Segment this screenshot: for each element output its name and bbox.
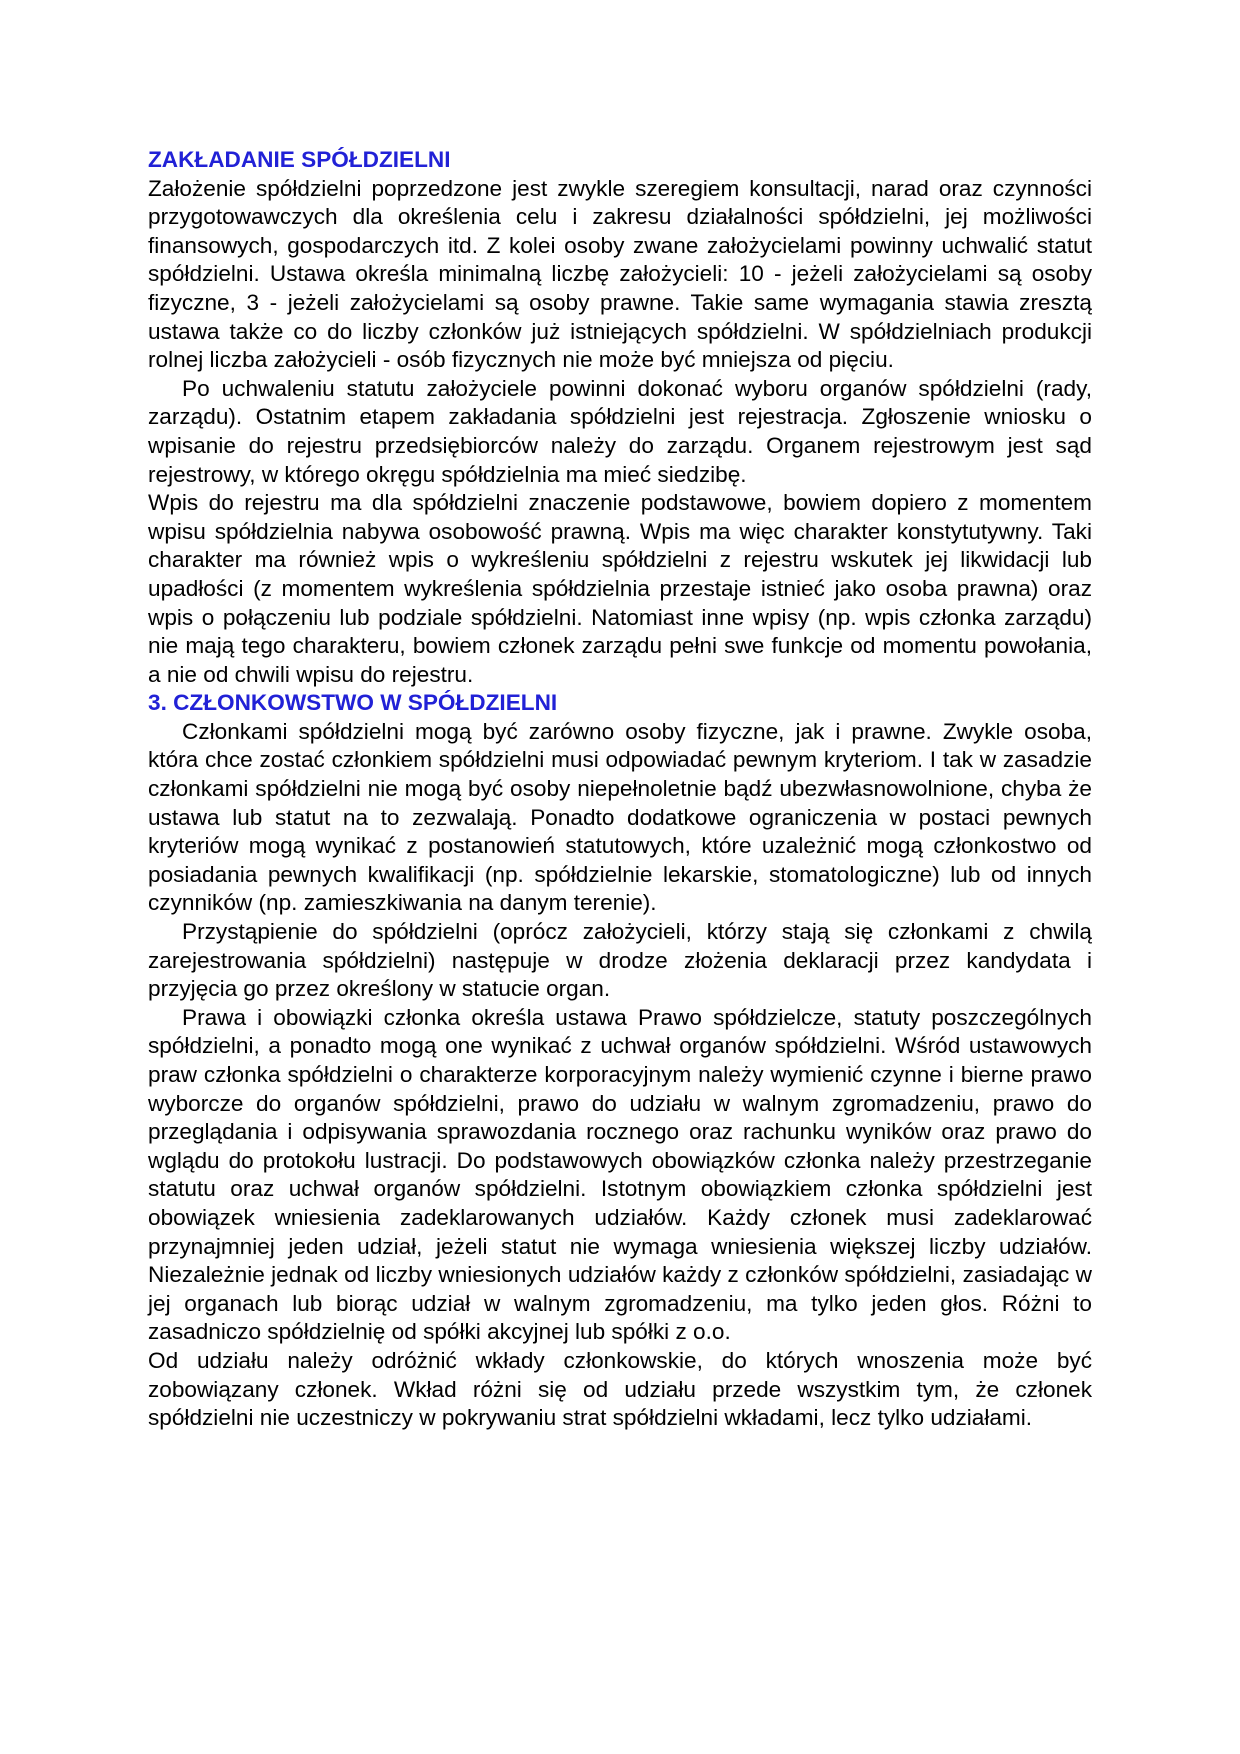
paragraph-contributions: Od udziału należy odróżnić wkłady członkowskie, do których wnoszenia może być zobowiązany członek. Wkład różni się od udziału przede wszystkim tym, że członek spółdzielni nie uczestniczy w pokrywaniu strat spółdzielni wkładami, lecz tylko udziałami.: [148, 1347, 1092, 1431]
document-page: [148, 146, 1092, 1433]
section-heading-membership: 3. CZŁONKOWSTWO W SPÓŁDZIELNI: [148, 690, 558, 716]
section-heading-founding: ZAKŁADANIE SPÓŁDZIELNI: [148, 147, 451, 172]
paragraph-register-entry: Wpis do rejestru ma dla spółdzielni znaczenie podstawowe, bowiem dopiero z momentem wpisu spółdzielnia nabywa osobowość prawną. Wpis ma więc charakter konstytutywny. Taki charakter ma również wpis o wykreśleniu spółdzielni z rejestru wskutek jej likwidacji lub upadłości (z momentem wykreślenia spółdzielnia przestaje istnieć jako osoba prawna) oraz wpis o połączeniu lub podziale spółdzielni. Natomiast inne wpisy (np. wpis członka zarządu) nie mają tego charakteru, bowiem członek zarządu pełni swe funkcje od momentu powołania, a nie od chwili wpisu do rejestru.: [148, 490, 1092, 687]
paragraph-joining: Przystąpienie do spółdzielni (oprócz założycieli, którzy stają się członkami z chwilą zarejestrowania spółdzielni) następuje w drodze złożenia deklaracji przez kandydata i przyjęcia go przez określony w statucie organ.: [148, 919, 1092, 1002]
paragraph-members: Członkami spółdzielni mogą być zarówno osoby fizyczne, jak i prawne. Zwykle osoba, która chce zostać członkiem spółdzielni musi odpowiadać pewnym kryteriom. I tak w zasadzie członkami spółdzielni nie mogą być osoby niepełnoletnie bądź ubezwłasnowolnione, chyba że ustawa lub statut na to zezwalają. Ponadto dodatkowe ograniczenia w postaci pewnych kryteriów mogą wynikać z postanowień statutowych, które uzależnić mogą członkostwo od posiadania pewnych kwalifikacji (np. spółdzielnie lekarskie, stomatologiczne) lub od innych czynników (np. zamieszkiwania na danym terenie).: [148, 718, 1092, 916]
paragraph-registration: Po uchwaleniu statutu założyciele powinni dokonać wyboru organów spółdzielni (rady, zarządu). Ostatnim etapem zakładania spółdzielni jest rejestracja. Zgłoszenie wniosku o wpisanie do rejestru przedsiębiorców należy do zarządu. Organem rejestrowym jest sąd rejestrowy, w którego okręgu spółdzielnia ma mieć siedzibę.: [148, 375, 1092, 487]
paragraph-founding-intro: Założenie spółdzielni poprzedzone jest zwykle szeregiem konsultacji, narad oraz czynności przygotowawczych dla określenia celu i zakresu działalności spółdzielni, jej możliwości finansowych, gospodarczych itd. Z kolei osoby zwane założycielami powinny uchwalić statut spółdzielni. Ustawa określa minimalną liczbę założycieli: 10 - jeżeli założycielami są osoby fizyczne, 3 - jeżeli założycielami są osoby prawne. Takie same wymagania stawia zresztą ustawa także co do liczby członków już istniejących spółdzielni. W spółdzielniach produkcji rolnej liczba założycieli - osób fizycznych nie może być mniejsza od pięciu.: [148, 175, 1092, 373]
paragraph-rights-duties: Prawa i obowiązki członka określa ustawa Prawo spółdzielcze, statuty poszczególnych spółdzielni, a ponadto mogą one wynikać z uchwał organów spółdzielni. Wśród ustawowych praw członka spółdzielni o charakterze korporacyjnym należy wymienić czynne i bierne prawo wyborcze do organów spółdzielni, prawo do udziału w walnym zgromadzeniu, prawo do przeglądania i odpisywania sprawozdania rocznego oraz rachunku wyników oraz prawo do wglądu do protokołu lustracji. Do podstawowych obowiązków członka należy przestrzeganie statutu oraz uchwał organów spółdzielni. Istotnym obowiązkiem członka spółdzielni jest obowiązek wniesienia zadeklarowanych udziałów. Każdy członek musi zadeklarować przynajmniej jeden udział, jeżeli statut nie wymaga wniesienia większej liczby udziałów. Niezależnie jednak od liczby wniesionych udziałów każdy z członków spółdzielni, zasiadając w jej organach lub biorąc udział w walnym zgromadzeniu, ma tylko jeden głos. Różni to zasadniczo spółdzielnię od spółki akcyjnej lub spółki z o.o.: [148, 1004, 1092, 1345]
